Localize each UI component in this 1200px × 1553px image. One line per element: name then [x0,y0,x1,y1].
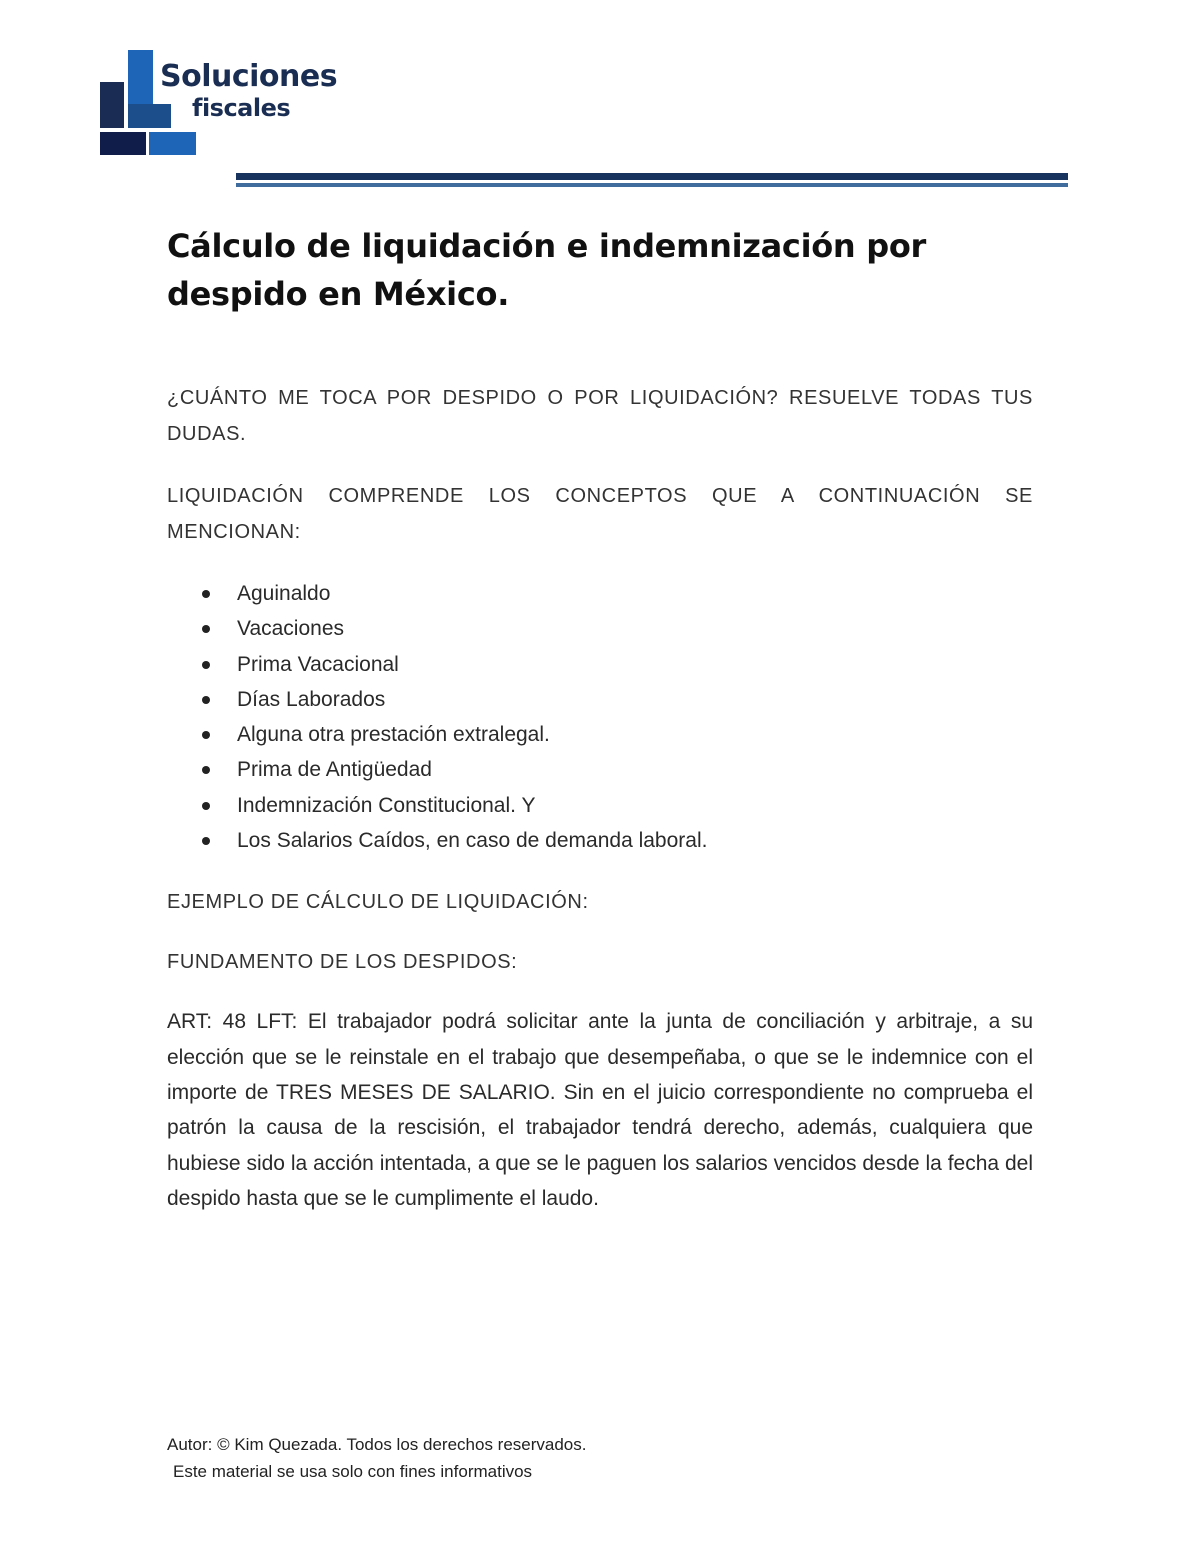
list-item [167,647,1033,682]
header-divider-thick [236,173,1068,180]
list-item-text: Aguinaldo [237,582,331,605]
list-item [167,823,1033,858]
list-item-text: Días Laborados [237,687,386,711]
logo-block-bottom-left [100,132,146,155]
concepts-list [167,576,1033,858]
example-heading: EJEMPLO DE CÁLCULO DE LIQUIDACIÓN: [167,891,589,914]
list-item [167,752,1033,787]
bullet-icon [202,661,210,669]
list-item [167,682,1033,717]
list-item [167,576,1033,611]
logo-block-bottom-right [149,132,196,155]
footer-disclaimer: Este material se usa solo con fines informativos [173,1462,533,1481]
logo-text-secondary: fiscales [192,94,291,122]
list-item-text: Alguna otra prestación extralegal. [237,723,550,747]
document-body [167,222,1033,1216]
logo-block-center [128,104,171,128]
basis-heading: FUNDAMENTO DE LOS DESPIDOS: [167,951,518,974]
logo-text-primary: Soluciones [160,59,338,94]
intro-paragraph: LIQUIDACIÓN COMPRENDE LOS CONCEPTOS QUE A CONTINUACIÓN SE MENCIONAN: [167,485,1033,543]
list-item [167,611,1033,646]
company-logo [100,50,340,160]
list-item-text: Vacaciones [237,617,345,641]
logo-block-top [128,50,153,104]
footer-author: Autor: © Kim Quezada. Todos los derechos reservados. [167,1435,587,1454]
bullet-icon [202,837,210,845]
bullet-icon [202,625,210,633]
header-divider-thin [236,183,1068,187]
bullet-icon [202,802,210,810]
bullet-icon [202,696,210,704]
article-paragraph: ART: 48 LFT: El trabajador podrá solicitar ante la junta de conciliación y arbitraje, a su elección que se le reinstale en el trabajo que desempeñaba, o que se le indemnice con el importe de TRES MESES DE SALARIO. Sin en el juicio correspondiente no comprueba el patrón la causa de la rescisión, el trabajador tendrá derecho, además, cualquiera que hubiese sido la acción intentada, a que se le paguen los salarios vencidos desde la fecha del despido hasta que se le cumplimente el laudo. [167,1010,1033,1210]
list-item-text: Prima Vacacional [237,652,399,676]
list-item-text: Indemnización Constitucional. Y [237,793,536,817]
bullet-icon [202,766,210,774]
list-item [167,788,1033,823]
list-item [167,717,1033,752]
page-footer [167,1431,967,1485]
header-divider [236,173,1068,187]
bullet-icon [202,590,210,598]
bullet-icon [202,731,210,739]
question-heading: ¿CUÁNTO ME TOCA POR DESPIDO O POR LIQUIDACIÓN? RESUELVE TODAS TUS DUDAS. [167,387,1033,445]
logo-block-left [100,82,124,128]
list-item-text: Prima de Antigüedad [237,758,432,782]
document-title: Cálculo de liquidación e indemnización por despido en México. [167,227,927,313]
list-item-text: Los Salarios Caídos, en caso de demanda laboral. [237,829,708,853]
